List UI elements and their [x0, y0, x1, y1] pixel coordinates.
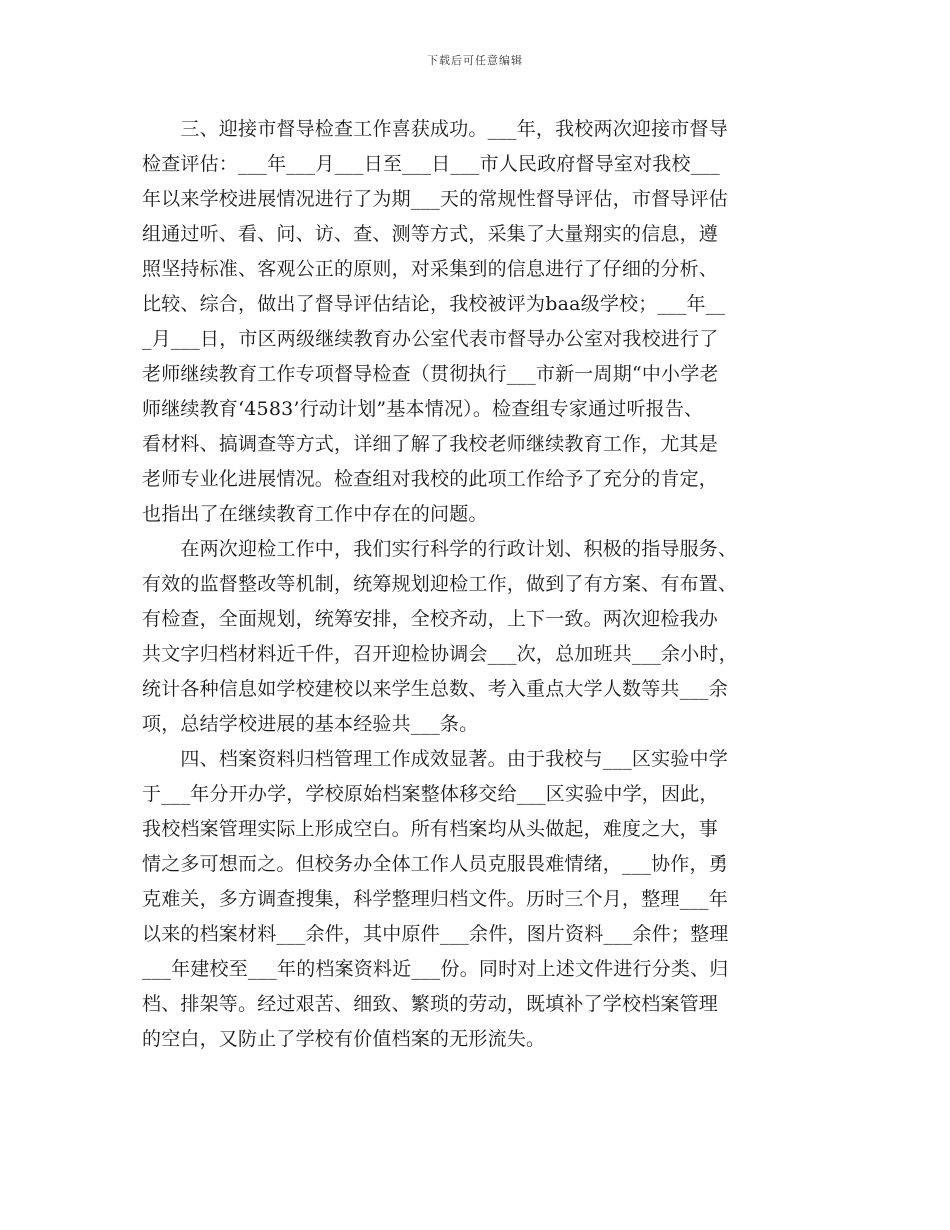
text-line: 有检查，全面规划，统筹安排，全校齐动，上下一致。两次迎检我办 [142, 608, 719, 630]
text-line: 档、排架等。经过艰苦、细致、繁琐的劳动，既填补了学校档案管理 [142, 993, 719, 1015]
text-line: 于___年分开办学，学校原始档案整体移交给___区实验中学，因此， [142, 783, 719, 805]
text-line: 我校档案管理实际上形成空白。所有档案均从头做起，难度之大，事 [142, 818, 719, 840]
text-line: 情之多可想而之。但校务办全体工作人员克服畏难情绪，___协作，勇 [142, 853, 728, 875]
text-line: 三、迎接市督导检查工作喜获成功。___年，我校两次迎接市督导 [142, 118, 728, 140]
page-header: 下载后可任意编辑 [427, 54, 523, 67]
text-line: ___年建校至___年的档案资料近___份。同时对上述文件进行分类、归 [142, 958, 729, 980]
text-line: 有效的监督整改等机制，统筹规划迎检工作，做到了有方案、有布置、 [142, 573, 738, 595]
text-line: 年以来学校进展情况进行了为期___天的常规性督导评估，市督导评估 [142, 188, 728, 210]
text-line: 也指出了在继续教育工作中存在的问题。 [142, 503, 488, 525]
text-line: 组通过听、看、问、访、查、测等方式，采集了大量翔实的信息，遵 [142, 223, 719, 245]
text-line: 四、档案资料归档管理工作成效显著。由于我校与___区实验中学 [142, 748, 728, 770]
text-line: 老师专业化进展情况。检查组对我校的此项工作给予了充分的肯定， [142, 468, 719, 490]
text-line: 检查评估：___年___月___日至___日___市人民政府督导室对我校___ [142, 153, 720, 175]
text-line: 共文字归档材料近千件，召开迎检协调会___次，总加班共___余小时， [142, 643, 738, 665]
text-line: 项，总结学校进展的基本经验共___条。 [142, 713, 479, 735]
text-line: _月___日，市区两级继续教育办公室代表市督导办公室对我校进行了 [142, 328, 719, 350]
text-line: 在两次迎检工作中，我们实行科学的行政计划、积极的指导服务、 [142, 538, 738, 560]
text-line: 统计各种信息如学校建校以来学生总数、考入重点大学人数等共___余 [142, 678, 728, 700]
text-line: 比较、综合，做出了督导评估结论，我校被评为baa级学校；___年__ [142, 293, 726, 315]
text-line: 克难关，多方调查搜集，科学整理归档文件。历时三个月，整理___年 [142, 888, 728, 910]
text-line: 看材料、搞调查等方式，详细了解了我校老师继续教育工作，尤其是 [142, 433, 719, 455]
text-line: 的空白，又防止了学校有价值档案的无形流失。 [142, 1028, 546, 1050]
text-line: 师继续教育‘4583’行动计划”基本情况）。检查组专家通过听报告、 [142, 398, 704, 420]
text-line: 照坚持标准、客观公正的原则，对采集到的信息进行了仔细的分析、 [142, 258, 719, 280]
text-line: 老师继续教育工作专项督导检查（贯彻执行___市新一周期“中小学老 [142, 363, 719, 385]
text-line: 以来的档案材料___余件，其中原件___余件，图片资料___余件；整理 [142, 923, 729, 945]
